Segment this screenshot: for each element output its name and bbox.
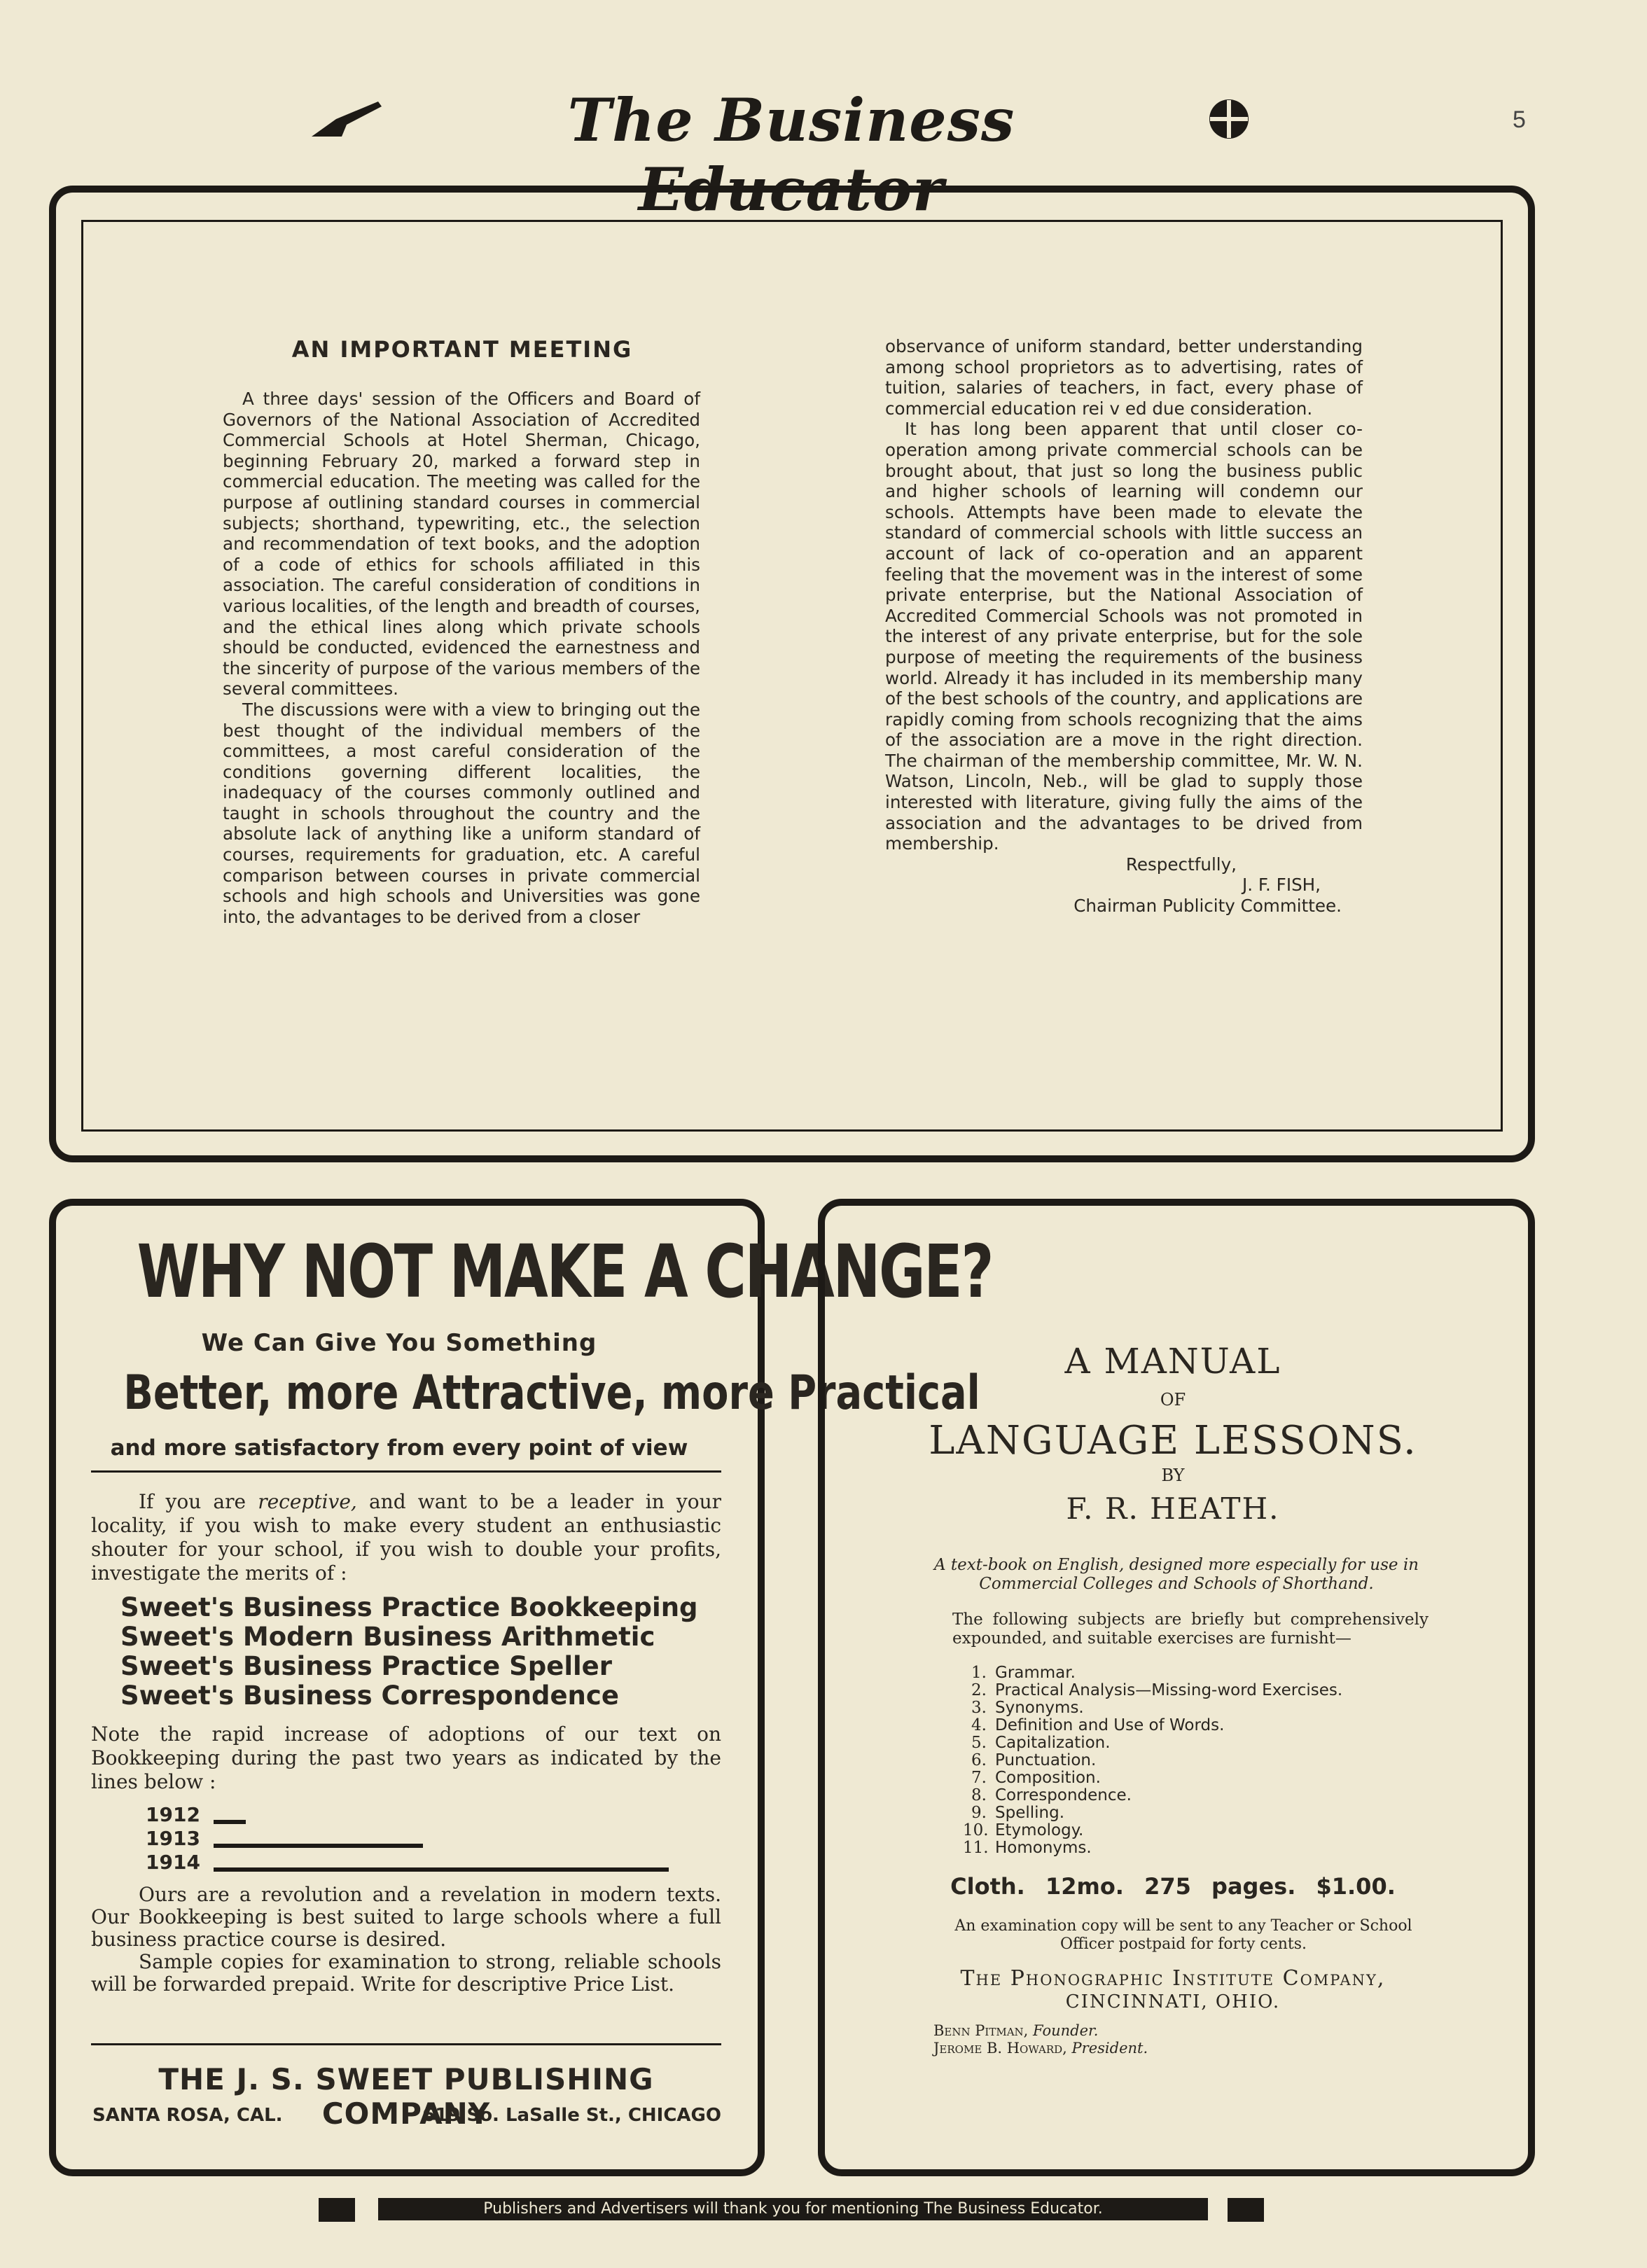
sweet-intro: If you are receptive, and want to be a leader in your locality, if you wish to make every student an enthusiastic shouter for your school, if you wish to double your profits, investigate the merits of : xyxy=(91,1490,722,1585)
article-right-column xyxy=(885,336,1363,917)
article-paragraph: observance of uniform standard, better understanding among school proprietors as to advertising, rates of tuition, salaries of teachers, in fact, every phase of commercial education rei v ed due consideration. xyxy=(885,336,1363,419)
manual-title-line: A MANUAL xyxy=(1064,1341,1281,1382)
sweet-tagline-2: and more satisfactory from every point of view xyxy=(110,1435,688,1461)
manual-title-of: OF xyxy=(1160,1390,1186,1410)
masthead-title: The Business Educator xyxy=(567,85,1015,224)
signature: J. F. FISH, xyxy=(1242,875,1321,896)
manual-title-main: LANGUAGE LESSONS. xyxy=(929,1418,1417,1463)
subject-item: 2. Practical Analysis—Missing-word Exercises. xyxy=(971,1681,1343,1699)
year-line xyxy=(214,1844,423,1848)
emblem-icon xyxy=(1204,95,1253,144)
book-list xyxy=(120,1593,723,1711)
page-number: 5 xyxy=(1513,106,1526,133)
emphasis: receptive, xyxy=(258,1490,357,1513)
publisher-officers xyxy=(933,2022,1148,2057)
year-label: 1914 xyxy=(146,1851,200,1874)
article-paragraph: The discussions were with a view to bringing out the best thought of the individual members of the committees, a most careful consideration of the conditions governing different localities, the inadequacy of the courses commonly outlined and taught in schools throughout the country and the absolute lack of anything like a uniform standard of courses, requirements for graduation, etc. A careful comparison between courses in private commercial schools and high schools and Universities was gone into, the advantages to be derived from a closer xyxy=(223,699,700,927)
footer-block-right xyxy=(1228,2198,1264,2222)
subject-item: 8. Correspondence. xyxy=(971,1786,1132,1804)
company-location-left: SANTA ROSA, CAL. xyxy=(92,2105,283,2126)
book-title: Sweet's Business Practice Speller xyxy=(120,1651,613,1681)
sweet-paragraph: Sample copies for examination to strong, reliable schools will be forwarded prepaid. Write for descriptive Price List. xyxy=(91,1950,721,1996)
exam-note: An examination copy will be sent to any Teacher or School Officer postpaid for forty cents. xyxy=(954,1917,1412,1953)
book-title: Sweet's Business Practice Bookkeeping xyxy=(120,1592,698,1622)
subject-item: 10. Etymology. xyxy=(963,1821,1084,1839)
footer-block-left xyxy=(319,2198,355,2222)
subject-item: 1. Grammar. xyxy=(971,1664,1076,1682)
founder-role: Founder. xyxy=(1033,2022,1099,2039)
sweet-paragraph: Ours are a revolution and a revelation in modern texts. Our Bookkeeping is best suited to large schools where a full business practice course is desired. xyxy=(91,1883,721,1951)
quill-pen-icon xyxy=(308,98,385,140)
article-paragraph: A three days' session of the Officers and Board of Governors of the National Association of Accredited Commercial Schools at Hotel Sherman, Chicago, beginning February 20, marked a forward step in commercial education. The meeting was called for the purpose af outlining standard courses in commercial subjects; shorthand, typewriting, etc., the selection and recommendation of text books, and the adoption of a code of ethics for schools affiliated in this association. The careful consideration of conditions in various localities, of the length and breadth of courses, and the ethical lines along which private schools should be conducted, evidenced the earnestness and the sincerity of purpose of the various members of the several committees. xyxy=(223,389,700,700)
year-line xyxy=(214,1820,246,1824)
article-paragraph: It has long been apparent that until closer co-operation among private commercial schools can be brought about, that just so long the business public and higher schools of learning will condemn our schools. Attempts have been made to elevate the standard of commercial schools with little success an account of lack of co-operation and an apparent feeling that the movement was in the interest of some private enterprise, but the National Association of Accredited Commercial Schools was not promoted in the interest of any private enterprise, but for the sole purpose of meeting the requirements of the business world. Already it has included in its membership many of the best schools of the country, and applications are rapidly coming from schools recognizing that the aims of the association are a move in the right direction. The chairman of the membership committee, Mr. W. N. Watson, Lincoln, Neb., will be glad to supply those interested with literature, giving fully the aims of the association and the advantages to be drived from membership. xyxy=(885,419,1363,854)
book-title: Sweet's Modern Business Arithmetic xyxy=(120,1622,655,1652)
subject-item: 11. Homonyms. xyxy=(963,1839,1092,1857)
year-label: 1913 xyxy=(146,1827,200,1850)
footer-banner: Publishers and Advertisers will thank you for mentioning The Business Educator. xyxy=(378,2198,1208,2220)
publisher-city: CINCINNATI, OHIO. xyxy=(1065,1991,1281,2012)
subject-item: 6. Punctuation. xyxy=(971,1751,1097,1769)
founder-name: Benn Pitman, xyxy=(933,2022,1029,2039)
president-name: Jerome B. Howard, xyxy=(933,2040,1067,2057)
manual-intro: The following subjects are briefly but comprehensively expounded, and suitable exercises are furnisht— xyxy=(952,1610,1429,1648)
sweet-body xyxy=(91,1884,721,1996)
article-title: AN IMPORTANT MEETING xyxy=(291,336,633,363)
year-line xyxy=(214,1867,669,1872)
signature-title: Chairman Publicity Committee. xyxy=(1073,896,1342,917)
article-left-column xyxy=(223,389,700,927)
adoption-note: Note the rapid increase of adoptions of our text on Bookkeeping during the past two years as indicated by the lines below : xyxy=(91,1723,721,1793)
divider xyxy=(91,1470,721,1473)
subject-item: 7. Composition. xyxy=(971,1769,1101,1787)
closing: Respectfully, xyxy=(1125,854,1237,875)
company-location-right: 619 So. LaSalle St., CHICAGO xyxy=(422,2105,721,2126)
subject-item: 9. Spelling. xyxy=(971,1804,1065,1822)
sweet-tagline: Better, more Attractive, more Practical xyxy=(123,1365,980,1421)
year-label: 1912 xyxy=(146,1803,200,1826)
manual-author: F. R. HEATH. xyxy=(1066,1491,1280,1526)
subject-item: 5. Capitalization. xyxy=(971,1734,1111,1752)
sweet-headline: WHY NOT MAKE A CHANGE? xyxy=(137,1229,993,1314)
subject-item: 4. Definition and Use of Words. xyxy=(971,1716,1225,1734)
president-role: President. xyxy=(1071,2040,1148,2057)
book-title: Sweet's Business Correspondence xyxy=(120,1681,619,1711)
manual-title-by: BY xyxy=(1161,1466,1185,1485)
manual-description: A text-book on English, designed more especially for use in Commercial Colleges and Schools of Shorthand. xyxy=(933,1556,1419,1593)
publisher: The Phonographic Institute Company, xyxy=(960,1966,1386,1991)
divider xyxy=(91,2043,721,2045)
company-name: THE J. S. SWEET PUBLISHING COMPANY xyxy=(158,2062,654,2131)
sweet-subheading: We Can Give You Something xyxy=(201,1329,597,1357)
subject-list xyxy=(963,1664,1495,1857)
subject-item: 3. Synonyms. xyxy=(971,1699,1084,1717)
manual-price: Cloth. 12mo. 275 pages. $1.00. xyxy=(950,1873,1396,1900)
